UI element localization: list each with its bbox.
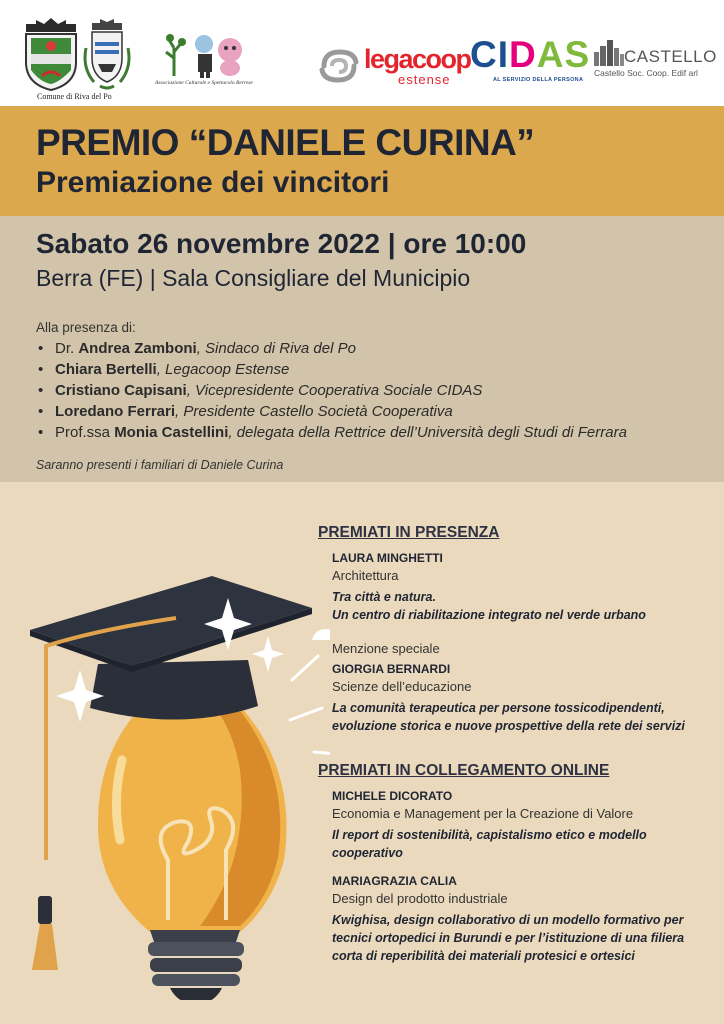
association-caption: Associazione Culturale e Spettacolo Berrese (155, 80, 253, 86)
thesis-line: Un centro di riabilitazione integrato nel verde urbano (332, 608, 646, 622)
winner-field: Economia e Management per la Creazione di Valore (332, 806, 634, 821)
family-note: Saranno presenti i familiari di Daniele Curina (36, 458, 284, 472)
guest-name: Andrea Zamboni (78, 340, 197, 357)
presence-intro: Alla presenza di: (36, 320, 136, 335)
cidas-letter-d: D (509, 34, 537, 75)
guest-role: , Presidente Castello Società Cooperativa (175, 403, 453, 420)
award-entry (332, 874, 716, 965)
winner-field: Architettura (332, 568, 399, 583)
event-band (0, 216, 724, 482)
second-crest-icon (82, 18, 132, 92)
page-title: PREMIO “DANIELE CURINA” (36, 122, 535, 163)
cidas-name (470, 36, 590, 73)
thesis-line: La comunità terapeutica per persone tossicodipendenti, (332, 701, 665, 715)
in-person-heading: PREMIATI IN PRESENZA (318, 524, 500, 541)
special-mention: Menzione speciale (332, 641, 440, 656)
comune-crest-icon (20, 18, 82, 92)
guest-item (38, 401, 627, 422)
winner-name: LAURA MINGHETTI (332, 551, 443, 565)
event-date-time: Sabato 26 novembre 2022 | ore 10:00 (36, 228, 527, 259)
thesis-line: evoluzione storica e nuove prospettive della rete dei servizi (332, 719, 685, 733)
guest-list (38, 338, 627, 443)
winner-field: Design del prodotto industriale (332, 891, 508, 906)
logo-bar (0, 0, 724, 106)
castello-name: CASTELLO (624, 47, 717, 66)
online-heading: PREMIATI IN COLLEGAMENTO ONLINE (318, 762, 610, 779)
award-entry (332, 789, 716, 862)
guest-prefix: Prof.ssa (55, 424, 115, 441)
winner-name: MARIAGRAZIA CALIA (332, 874, 457, 888)
thesis-line: corta di reperibilità dei materiali protesici e ortesici (332, 949, 635, 963)
comune-caption: Comune di Riva del Po (37, 92, 112, 101)
thesis-line: tecnici ortopedici in Burundi e per l’istituzione di una filiera (332, 931, 685, 945)
thesis-line: Kwighisa, design collaborativo di un modello formativo per (332, 913, 684, 927)
guest-name: Chiara Bertelli (55, 361, 157, 378)
winner-name: GIORGIA BERNARDI (332, 662, 451, 676)
guest-prefix: Dr. (55, 340, 79, 357)
thesis-line: Il report di sostenibilità, capistalismo etico e modello (332, 828, 647, 842)
legacoop-sub: estense (398, 72, 451, 87)
guest-item (38, 359, 627, 380)
cidas-tagline: AL SERVIZIO DELLA PERSONA (493, 77, 584, 83)
award-entry (332, 551, 712, 624)
legacoop-swirl-icon (318, 46, 360, 84)
thesis-line: Tra città e natura. (332, 590, 436, 604)
cidas-letters-as: AS (536, 34, 591, 75)
guest-item (38, 338, 627, 359)
association-logo-icon (160, 28, 248, 80)
guest-role: , delegata della Rettrice dell’Università degli Studi di Ferrara (228, 424, 627, 441)
guest-name: Cristiano Capisani (55, 382, 187, 399)
award-entry (332, 641, 716, 735)
legacoop-name: legacoop (364, 44, 471, 74)
guest-name: Loredano Ferrari (55, 403, 176, 420)
thesis-line: cooperativo (332, 846, 403, 860)
guest-role: , Sindaco di Riva del Po (196, 340, 356, 357)
castello-sub: Castello Soc. Coop. Edif arl (594, 68, 698, 78)
guest-role: , Vicepresidente Cooperativa Sociale CIDAS (186, 382, 483, 399)
winner-field: Scienze dell’educazione (332, 679, 472, 694)
winner-name: MICHELE DICORATO (332, 789, 453, 803)
guest-name: Monia Castellini (114, 424, 229, 441)
title-band (0, 106, 724, 216)
guest-item (38, 380, 627, 401)
page-subtitle: Premiazione dei vincitori (36, 166, 390, 199)
guest-item (38, 422, 627, 443)
castello-building-icon (594, 40, 624, 66)
guest-role: , Legacoop Estense (156, 361, 290, 378)
event-place: Berra (FE) | Sala Consigliare del Municipio (36, 265, 471, 291)
cidas-letters-ci: CI (470, 34, 509, 75)
graduation-bulb-illustration (0, 560, 330, 1000)
